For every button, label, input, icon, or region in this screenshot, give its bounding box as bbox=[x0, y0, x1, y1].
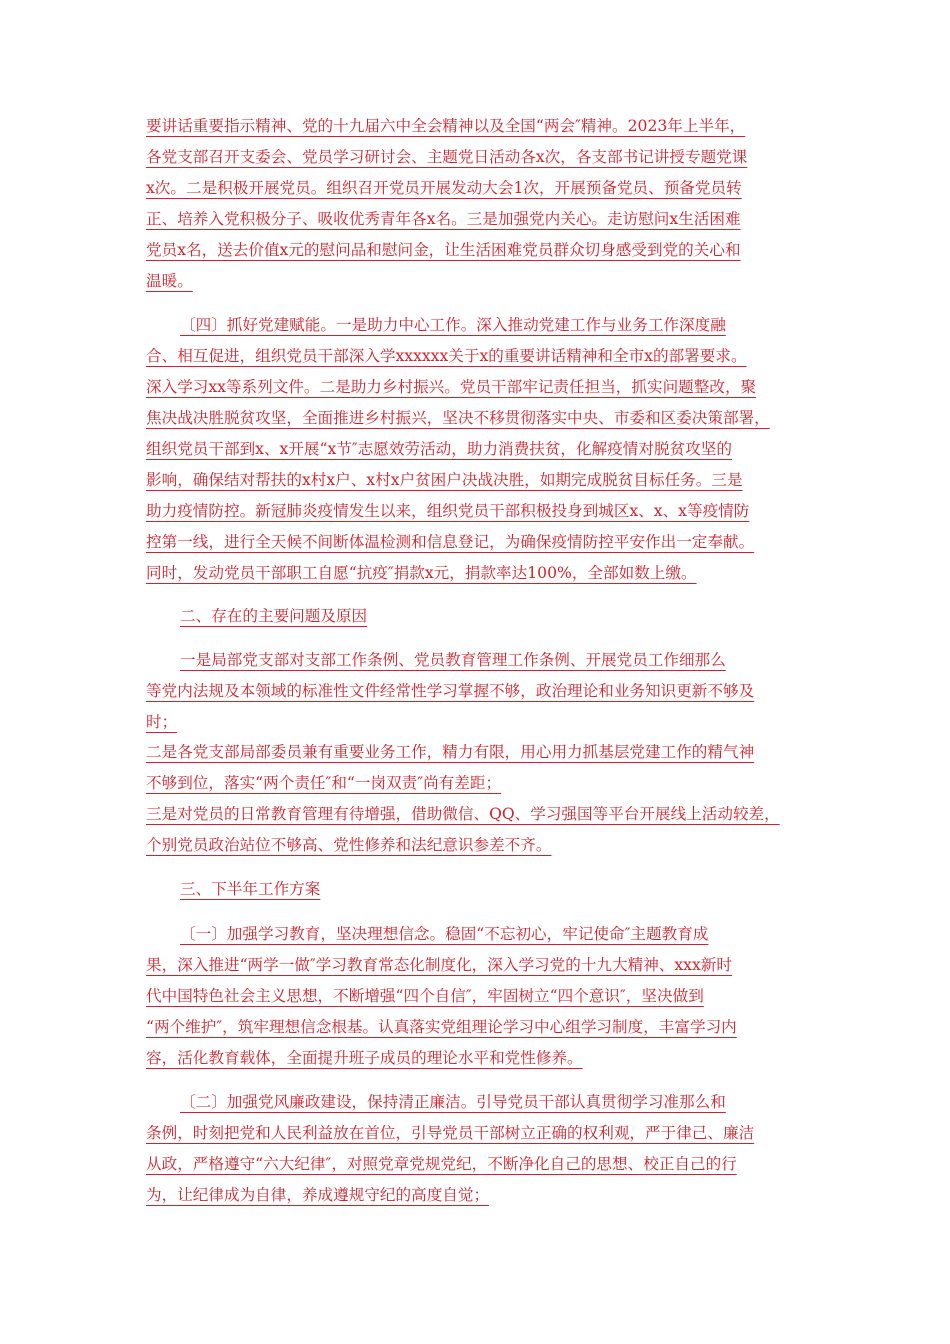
text-line: 〔二〕加强党风廉政建设，保持清正廉洁。引导党员干部认真贯彻学习准那么和 bbox=[180, 1093, 726, 1111]
text-line: 不够到位，落实“两个责任″和“一岗双责″尚有差距； bbox=[146, 774, 502, 792]
section-heading: 三、下半年工作方案 bbox=[180, 880, 321, 898]
text-line: 等党内法规及本领域的标准性文件经常性学习掌握不够，政治理论和业务知识更新不够及 bbox=[146, 682, 755, 700]
text-line: 条例，时刻把党和人民利益放在首位，引导党员干部树立正确的权利观，严于律己、廉洁 bbox=[146, 1124, 755, 1142]
text-line: 为，让纪律成为自律，养成遵规守纪的高度自觉； bbox=[146, 1186, 490, 1204]
text-line: 二是各党支部局部委员兼有重要业务工作，精力有限，用心用力抓基层党建工作的精气神 bbox=[146, 743, 755, 761]
text-line: 各党支部召开支委会、党员学习研讨会、主题党日活动各x次，各支部书记讲授专题党课 bbox=[146, 148, 748, 166]
text-line: 时； bbox=[146, 713, 178, 731]
text-line: x次。二是积极开展党员。组织召开党员开展发动大会1次，开展预备党员、预备党员转 bbox=[146, 179, 742, 197]
text-line: 影响，确保结对帮扶的x村x户、x村x户贫困户决战决胜，如期完成脱贫目标任务。三是 bbox=[146, 471, 743, 489]
text-line: “两个维护″，筑牢理想信念根基。认真落实党组理论学习中心组学习制度，丰富学习内 bbox=[146, 1018, 737, 1036]
text-line: 党员x名，送去价值x元的慰问品和慰问金，让生活困难党员群众切身感受到党的关心和 bbox=[146, 241, 741, 259]
text-line: 果，深入推进“两学一做″学习教育常态化制度化，深入学习党的十九大精神、xxx新时 bbox=[146, 956, 732, 974]
text-line: 深入学习xx等系列文件。二是助力乡村振兴。党员干部牢记责任担当，抓实问题整改，聚 bbox=[146, 378, 757, 396]
text-line: 助力疫情防控。新冠肺炎疫情发生以来，组织党员干部积极投身到城区x、x、x等疫情防 bbox=[146, 502, 750, 520]
text-line: 正、培养入党积极分子、吸收优秀青年各x名。三是加强党内关心。走访慰问x生活困难 bbox=[146, 210, 741, 228]
text-line: 控第一线，进行全天候不间断体温检测和信息登记，为确保疫情防控平安作出一定奉献。 bbox=[146, 533, 755, 551]
text-line: 一是局部党支部对支部工作条例、党员教育管理工作条例、开展党员工作细那么 bbox=[180, 651, 726, 669]
text-line: 〔四〕抓好党建赋能。一是助力中心工作。深入推动党建工作与业务工作深度融 bbox=[180, 316, 726, 334]
text-line: 容，活化教育载体，全面提升班子成员的理论水平和党性修养。 bbox=[146, 1049, 583, 1067]
text-line: 代中国特色社会主义思想，不断增强“四个自信″，牢固树立“四个意识″，坚决做到 bbox=[146, 987, 704, 1005]
section-heading: 二、存在的主要问题及原因 bbox=[180, 607, 368, 625]
text-line: 温暖。 bbox=[146, 272, 193, 290]
text-line: 要讲话重要指示精神、党的十九届六中全会精神以及全国“两会″精神。2023年上半年， bbox=[146, 117, 746, 135]
text-line: 组织党员干部到x、x开展“x节″志愿效劳活动，助力消费扶贫，化解疫情对脱贫攻坚的 bbox=[146, 440, 732, 458]
text-line: 三是对党员的日常教育管理有待增强，借助微信、QQ、学习强国等平台开展线上活动较差， bbox=[146, 805, 780, 823]
text-line: 同时，发动党员干部职工自愿“抗疫″捐款x元，捐款率达100%，全部如数上缴。 bbox=[146, 564, 697, 582]
text-line: 焦决战决胜脱贫攻坚，全面推进乡村振兴，坚决不移贯彻落实中央、市委和区委决策部署， bbox=[146, 409, 770, 427]
text-line: 合、相互促进，组织党员干部深入学xxxxxx关于x的重要讲话精神和全市x的部署要求。 bbox=[146, 347, 747, 365]
text-line: 个别党员政治站位不够高、党性修养和法纪意识参差不齐。 bbox=[146, 836, 552, 854]
text-line: 〔一〕加强学习教育，坚决理想信念。稳固“不忘初心，牢记使命″主题教育成 bbox=[180, 925, 709, 943]
text-line: 从政，严格遵守“六大纪律″，对照党章党规党纪，不断净化自己的思想、校正自己的行 bbox=[146, 1155, 737, 1173]
